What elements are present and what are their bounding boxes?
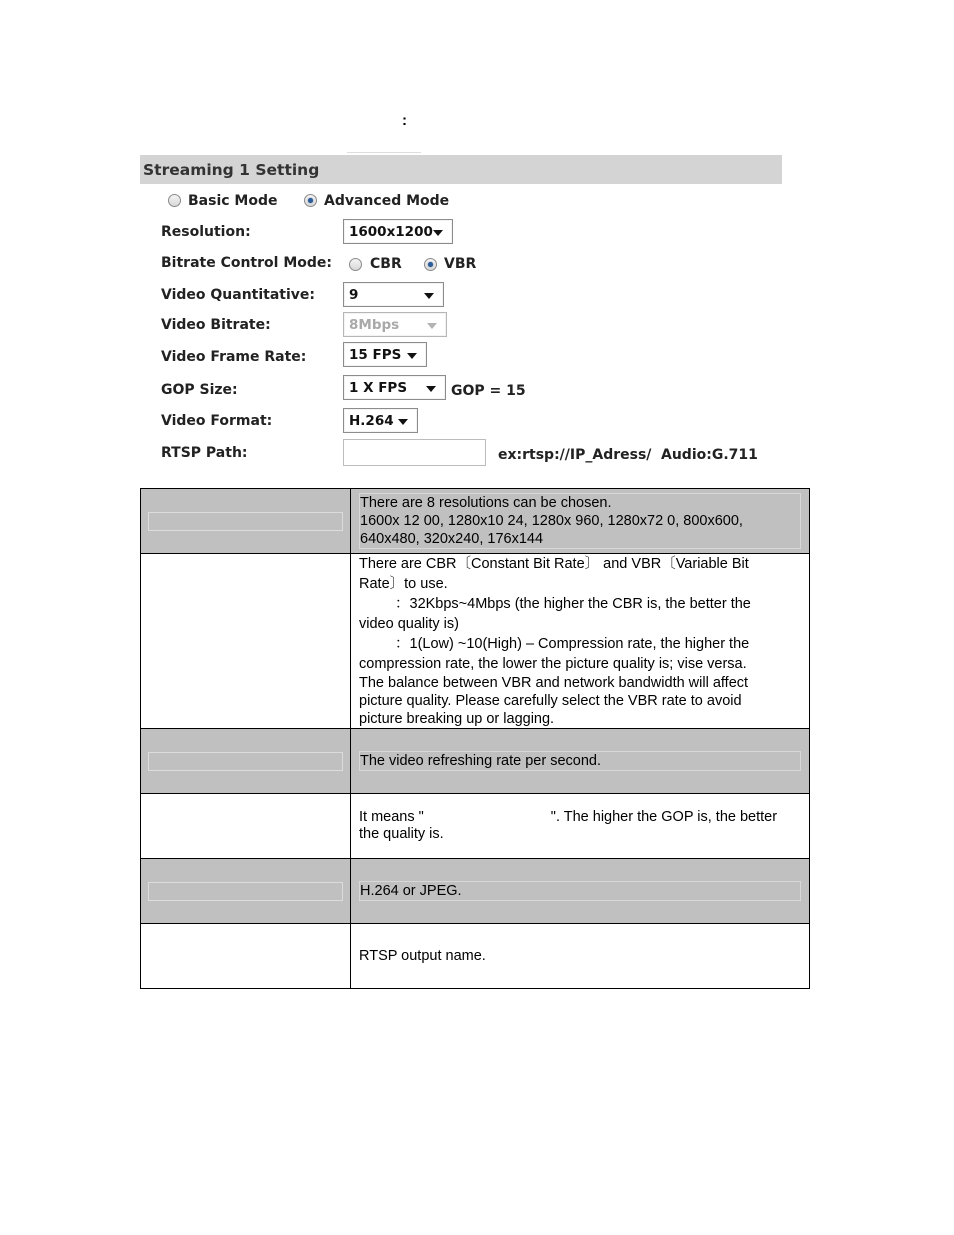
gop-desc-part1: It means " [359, 809, 424, 825]
advanced-mode-radio[interactable] [304, 194, 317, 207]
bitrate-mode-label: Bitrate Control Mode: [161, 255, 332, 271]
rtsp-example: ex:rtsp://IP_Adress/ [498, 447, 652, 463]
bitrate-select[interactable] [343, 312, 447, 337]
bitrate-desc-line1: There are CBR〔Constant Bit Rate〕 and VBR〔Variable Bit [359, 556, 749, 572]
resolution-label: Resolution: [161, 224, 251, 240]
heading-colon: : [402, 112, 407, 129]
bitrate-value: 8Mbps [349, 317, 400, 333]
table-row-resolution [141, 489, 810, 554]
vbr-label: VBR [444, 256, 477, 272]
chevron-down-icon [427, 323, 437, 329]
resolution-select[interactable] [343, 219, 453, 244]
chevron-down-icon [426, 386, 436, 392]
table-label-cell [141, 729, 351, 794]
table-label-cell [141, 859, 351, 924]
quantitative-value: 9 [349, 287, 359, 303]
chevron-down-icon [398, 419, 408, 425]
table-row-bitrate [141, 554, 810, 729]
format-select[interactable] [343, 408, 418, 433]
framerate-select[interactable] [343, 342, 427, 367]
chevron-down-icon [433, 230, 443, 236]
gop-value: 1 X FPS [349, 380, 408, 396]
table-label-cell [141, 794, 351, 859]
table-row-framerate [141, 729, 810, 794]
gop-desc-part2: ". The higher the GOP is, the better [550, 809, 778, 825]
table-label-cell [141, 489, 351, 554]
gop-desc-part3: the quality is. [359, 826, 444, 842]
cbr-desc-line1: ：32Kbps~4Mbps (the higher the CBR is, the better the [395, 596, 751, 612]
label-placeholder [148, 752, 343, 771]
chevron-down-icon [424, 293, 434, 299]
table-label-cell [141, 924, 351, 989]
gop-label: GOP Size: [161, 382, 238, 398]
gop-select[interactable] [343, 375, 446, 400]
vbr-radio[interactable] [424, 258, 437, 271]
format-value: H.264 [349, 413, 394, 429]
vbr-desc-line2: compression rate, the lower the picture quality is; vise versa. [359, 656, 747, 672]
table-desc-cell [351, 729, 810, 794]
table-desc-cell [351, 554, 810, 729]
rtsp-path-input[interactable] [343, 439, 486, 466]
table-row-format [141, 859, 810, 924]
quantitative-select[interactable] [343, 282, 444, 307]
resolution-value: 1600x1200 [349, 224, 433, 240]
format-desc: H.264 or JPEG. [359, 881, 801, 901]
description-table [140, 488, 810, 989]
rtsp-label: RTSP Path: [161, 445, 248, 461]
table-desc-cell [351, 859, 810, 924]
framerate-value: 15 FPS [349, 347, 402, 363]
cbr-radio[interactable] [349, 258, 362, 271]
gop-note: GOP = 15 [451, 383, 526, 399]
cbr-label: CBR [370, 256, 402, 272]
basic-mode-label: Basic Mode [188, 193, 278, 209]
table-label-cell [141, 554, 351, 729]
resolution-desc-line2: 1600x 12 00, 1280x10 24, 1280x 960, 1280x72 0, 800x600, [360, 513, 743, 529]
panel-title: Streaming 1 Setting [140, 155, 782, 184]
bitrate-label: Video Bitrate: [161, 317, 271, 333]
table-desc-cell [351, 924, 810, 989]
cbr-desc-line2: video quality is) [359, 616, 459, 632]
audio-codec-label: Audio:G.711 [661, 447, 758, 463]
table-row-gop [141, 794, 810, 859]
vbr-desc-line3: The balance between VBR and network bandwidth will affect [359, 675, 749, 691]
format-label: Video Format: [161, 413, 273, 429]
streaming-settings-panel [140, 155, 782, 475]
vbr-desc-line1: ：1(Low) ~10(High) – Compression rate, the higher the [395, 636, 750, 652]
table-desc-cell [351, 794, 810, 859]
basic-mode-radio[interactable] [168, 194, 181, 207]
resolution-desc-line1: There are 8 resolutions can be chosen. [360, 495, 612, 511]
label-placeholder [148, 512, 343, 531]
bitrate-desc-line2: Rate〕to use. [359, 576, 448, 592]
vbr-desc-line4: picture quality. Please carefully select the VBR rate to avoid [359, 693, 742, 709]
chevron-down-icon [407, 353, 417, 359]
table-desc-cell [351, 489, 810, 554]
quantitative-label: Video Quantitative: [161, 287, 316, 303]
framerate-desc: The video refreshing rate per second. [359, 751, 801, 771]
vbr-desc-line5: picture breaking up or lagging. [359, 711, 555, 727]
label-placeholder [148, 882, 343, 901]
table-row-rtsp [141, 924, 810, 989]
framerate-label: Video Frame Rate: [161, 349, 307, 365]
rtsp-desc: RTSP output name. [359, 948, 486, 964]
resolution-desc-line3: 640x480, 320x240, 176x144 [360, 531, 544, 547]
advanced-mode-label: Advanced Mode [324, 193, 450, 209]
